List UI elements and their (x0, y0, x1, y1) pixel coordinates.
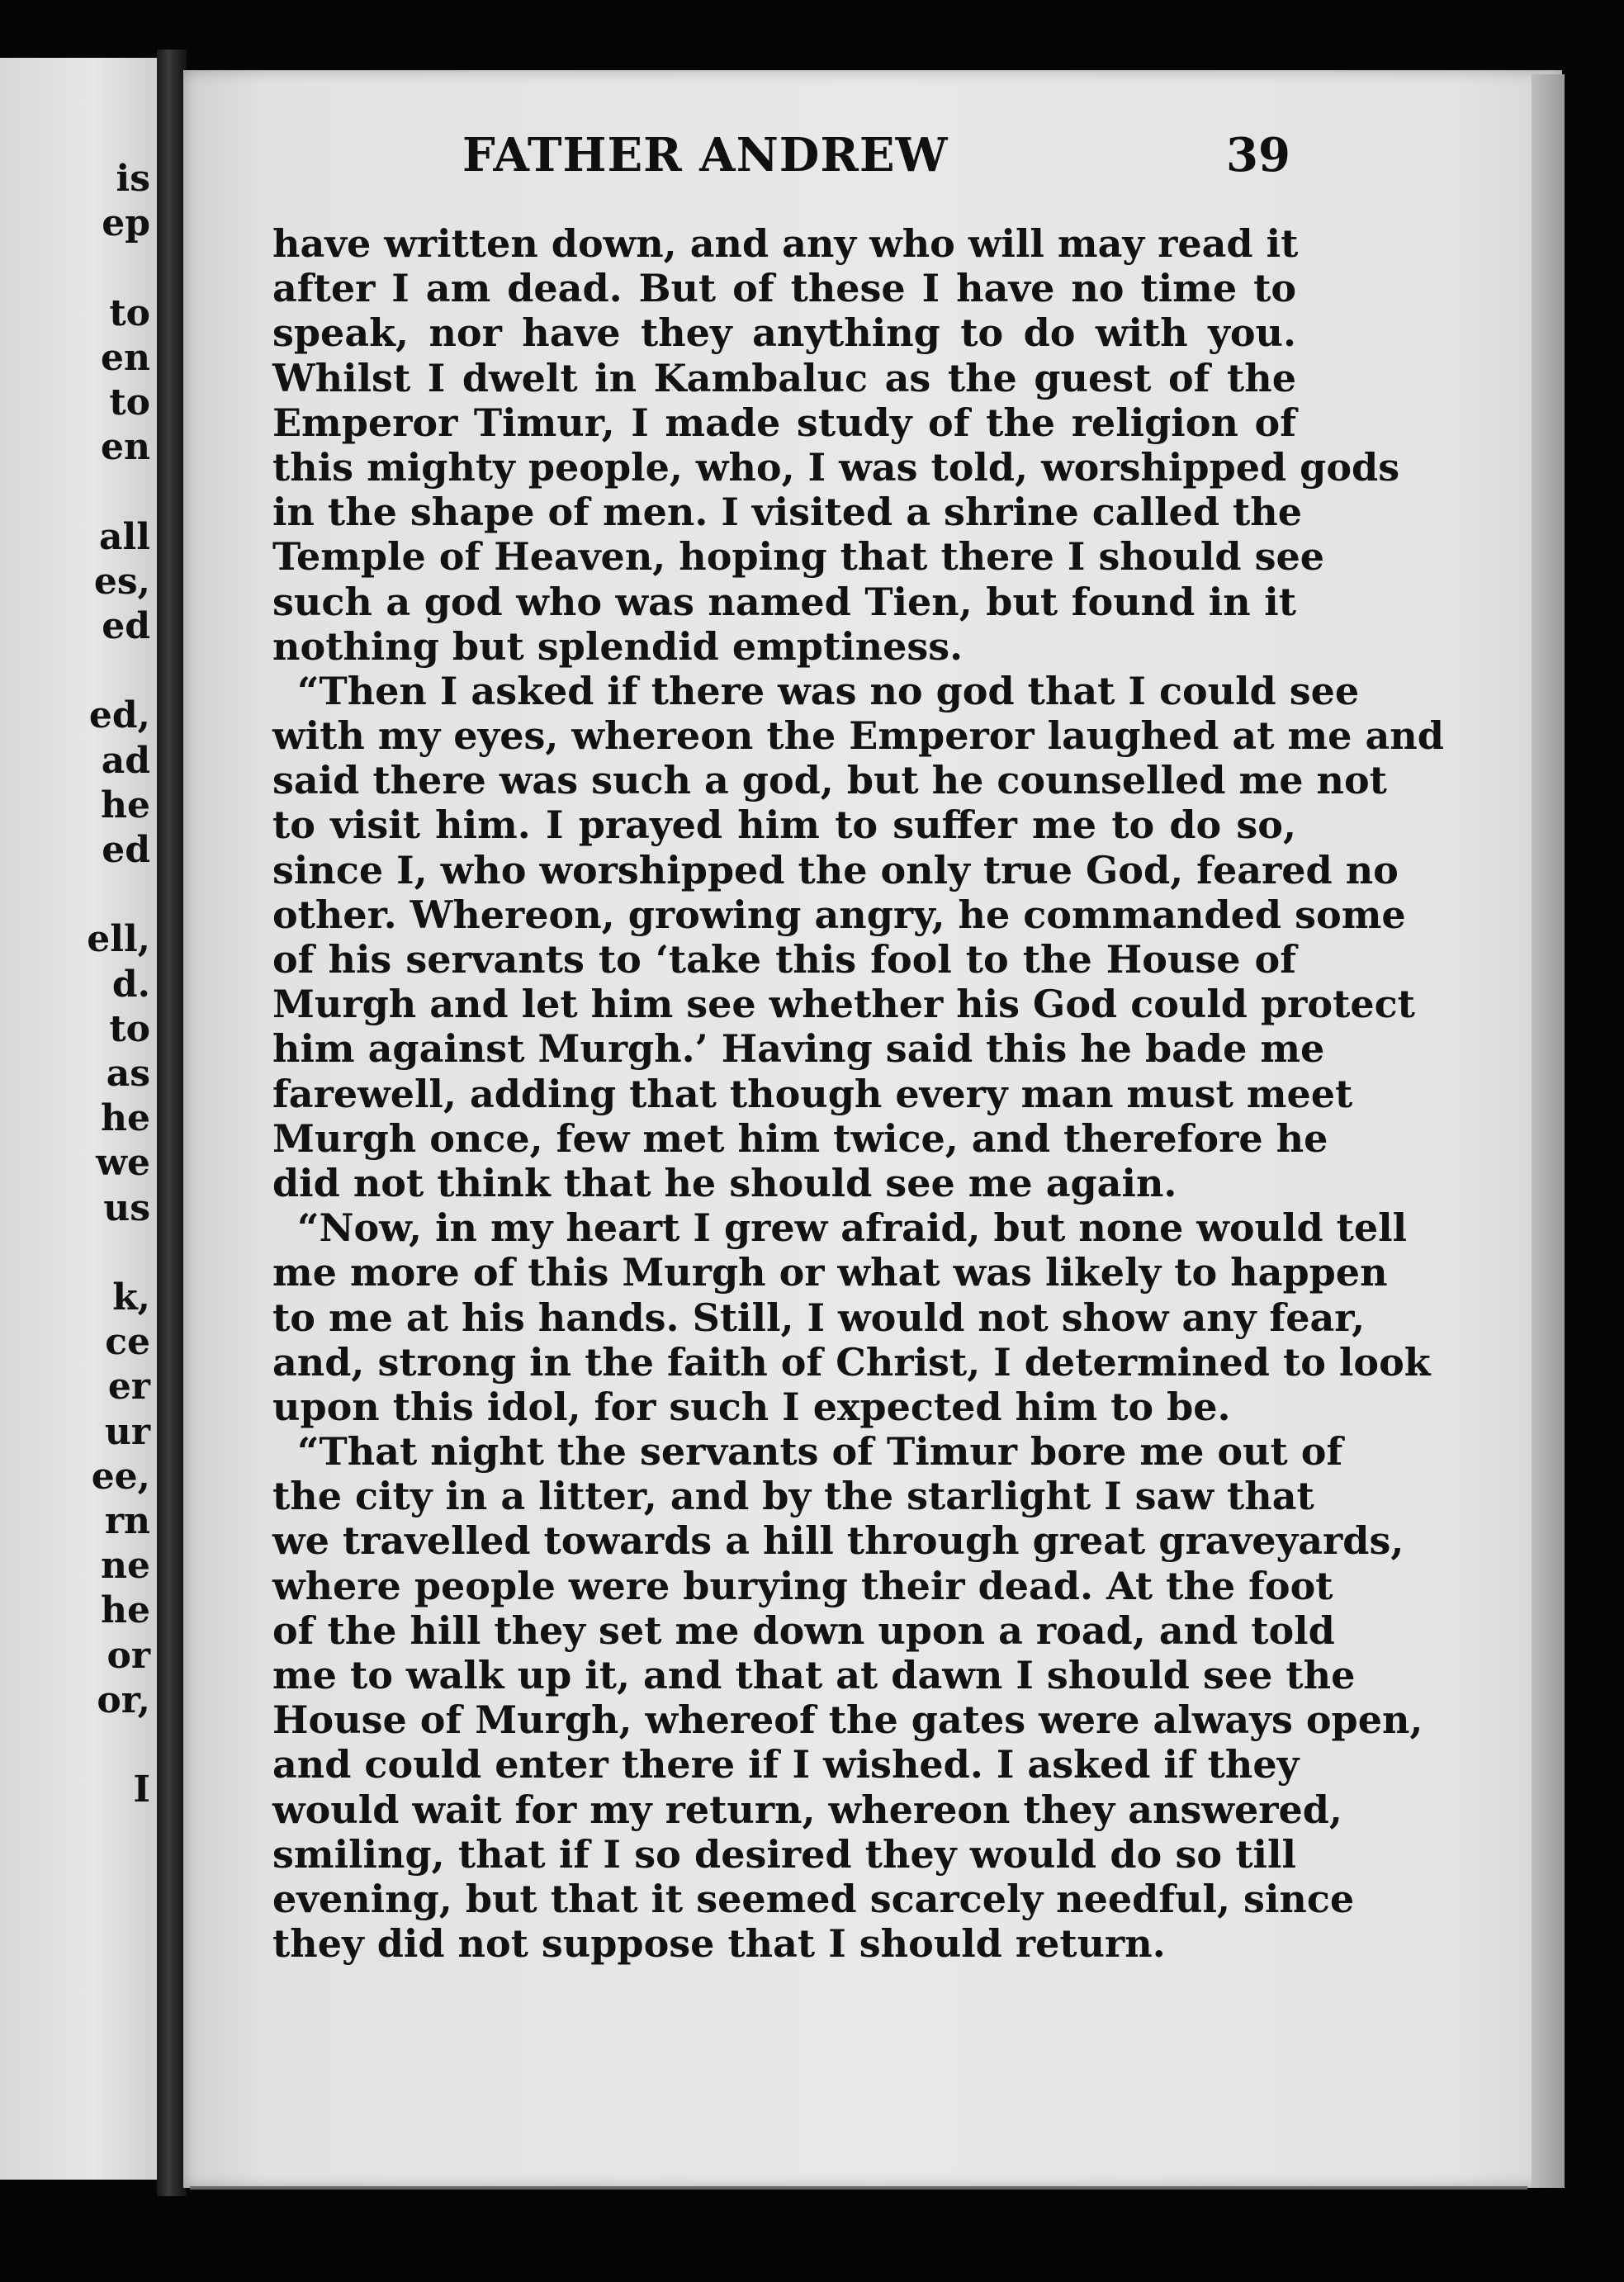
text-line: House of Murgh, whereof the gates were always open, (272, 1697, 1423, 1743)
text-line: Temple of Heaven, hoping that there I should see (272, 534, 1325, 580)
running-head: FATHER ANDREW (462, 128, 949, 182)
text-line: we travelled towards a hill through great graveyards, (272, 1518, 1404, 1564)
left-page-fragment: or, (97, 1678, 150, 1721)
left-page-fragment: us (103, 1186, 150, 1229)
text-line: other. Whereon, growing angry, he commanded some (272, 892, 1406, 937)
text-line: evening, but that it seemed scarcely needful, since (272, 1876, 1355, 1921)
text-line: to visit him. I prayed him to suffer me to do so, (272, 802, 1296, 848)
text-line: such a god who was named Tien, but found in it (272, 579, 1296, 624)
left-page-fragment: ed (102, 605, 150, 647)
left-page-fragment: he (101, 1097, 150, 1140)
page-number: 39 (1226, 128, 1290, 182)
left-page-fragment: es, (93, 560, 150, 603)
left-facing-page (0, 58, 157, 2180)
text-line: the city in a litter, and by the starlight I saw that (272, 1474, 1314, 1519)
left-page-fragment: is (116, 158, 150, 200)
left-page-fragment: all (99, 515, 150, 558)
left-page-fragment: ur (104, 1410, 150, 1453)
text-line: me to walk up it, and that at dawn I should see the (272, 1653, 1356, 1697)
left-page-fragment: d. (111, 963, 150, 1006)
left-page-fragment: I (133, 1768, 150, 1811)
text-line: did not think that he should see me again. (272, 1160, 1177, 1205)
left-page-fragment: to (109, 291, 150, 334)
left-page-fragment: en (101, 426, 150, 469)
left-page-fragment: to (109, 1007, 150, 1050)
text-line: after I am dead. But of these I have no time to (272, 266, 1296, 311)
text-line: have written down, and any who will may read it (272, 221, 1299, 266)
left-page-fragment: en (101, 336, 150, 379)
text-line: this mighty people, who, I was told, worshipped gods (272, 444, 1400, 490)
left-page-fragment: ed, (88, 694, 150, 737)
text-line: and, strong in the faith of Christ, I determined to look (272, 1339, 1431, 1385)
text-line: in the shape of men. I visited a shrine called the (272, 490, 1302, 535)
text-line: since I, who worshipped the only true God, feared no (272, 847, 1399, 892)
text-line: Emperor Timur, I made study of the religion of (272, 400, 1296, 445)
text-line: farewell, adding that though every man must meet (272, 1071, 1353, 1116)
text-line: they did not suppose that I should return. (272, 1921, 1166, 1967)
text-line: Murgh and let him see whether his God could protect (272, 982, 1415, 1027)
text-line: would wait for my return, whereon they answered, (272, 1787, 1342, 1832)
text-line: and could enter there if I wished. I asked if they (272, 1742, 1300, 1787)
text-line: me more of this Murgh or what was likely to happen (272, 1250, 1388, 1295)
text-line: said there was such a god, but he counselled me not (272, 758, 1387, 803)
text-line: “That night the servants of Timur bore me out of (297, 1429, 1343, 1475)
text-line: upon this idol, for such I expected him to be. (272, 1384, 1231, 1429)
left-page-fragment: ed (102, 829, 150, 871)
left-page-fragment: rn (104, 1500, 150, 1542)
text-line: where people were burying their dead. At the foot (272, 1563, 1333, 1608)
text-line: of the hill they set me down upon a road, and told (272, 1607, 1335, 1653)
text-line: Murgh once, few met him twice, and therefore he (272, 1115, 1328, 1161)
left-page-fragment: to (109, 381, 150, 424)
left-page-fragment: ep (102, 202, 150, 245)
left-page-fragment: he (101, 1589, 150, 1632)
text-line: nothing but splendid emptiness. (272, 623, 964, 669)
text-line: Whilst I dwelt in Kambaluc as the guest of the (272, 355, 1296, 400)
book-gutter (157, 50, 187, 2196)
left-page-fragment: ee, (91, 1455, 150, 1498)
left-page-fragment: he (101, 784, 150, 826)
left-page-fragment: we (96, 1142, 150, 1185)
body-text (272, 221, 1444, 1967)
left-page-fragment: ce (105, 1321, 150, 1364)
left-page-fragment: k, (112, 1276, 150, 1319)
left-page-fragment: as (106, 1053, 150, 1095)
left-page-fragment: or (107, 1634, 150, 1677)
text-line: “Now, in my heart I grew afraid, but none would tell (297, 1205, 1408, 1251)
left-page-fragment: er (107, 1366, 150, 1408)
page-bottom-edge (190, 2186, 1527, 2190)
left-page-fragment: ne (101, 1545, 150, 1588)
text-line: to me at his hands. Still, I would not show any fear, (272, 1295, 1366, 1340)
text-line: with my eyes, whereon the Emperor laughed at me and (272, 713, 1444, 759)
page-edge (1532, 74, 1565, 2188)
left-page-fragment: ad (101, 739, 150, 782)
text-line: him against Murgh.’ Having said this he bade me (272, 1026, 1325, 1072)
text-line: “Then I asked if there was no god that I could see (297, 668, 1360, 713)
text-line: smiling, that if I so desired they would do so till (272, 1831, 1296, 1877)
text-line: speak, nor have they anything to do with you. (272, 310, 1296, 356)
left-page-fragment: ell, (87, 918, 150, 961)
text-line: of his servants to ‘take this fool to the House of (272, 937, 1296, 982)
